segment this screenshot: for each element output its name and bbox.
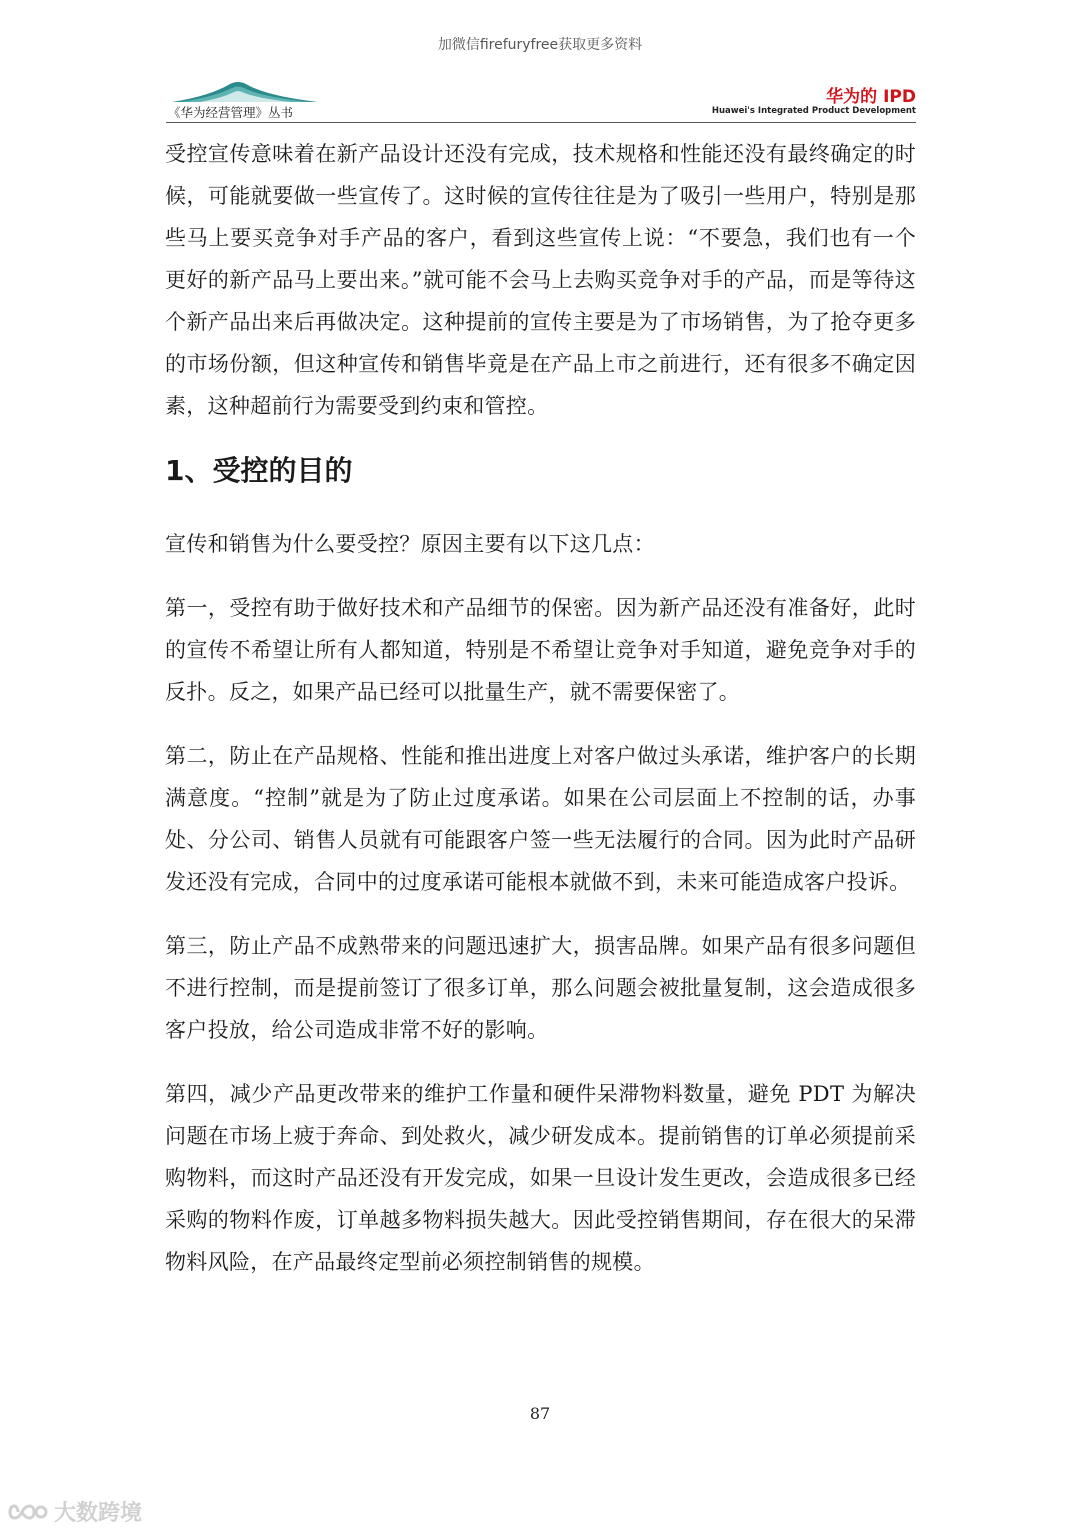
series-title: 《华为经营管理》丛书 [168, 105, 294, 120]
page-body [165, 133, 916, 1305]
infinity-logo-icon [8, 1500, 48, 1524]
brand-title: 华为的 IPD [826, 87, 916, 107]
bottom-watermark-logo [8, 1496, 142, 1527]
brand-block [712, 88, 916, 117]
header-divider [166, 122, 916, 123]
paragraph-second-reason: 第二，防止在产品规格、性能和推出进度上对客户做过头承诺，维护客户的长期满意度。“控制”就是为了防止过度承诺。如果在公司层面上不控制的话，办事处、分公司、销售人员就有可能跟客户签一些无法履行的合同。因为此时产品研发还没有完成，合同中的过度承诺可能根本就做不到，未来可能造成客户投诉。 [165, 744, 916, 894]
page-number: 87 [529, 1404, 551, 1423]
top-watermark: 加微信firefuryfree获取更多资料 [437, 37, 643, 53]
paragraph-third-reason: 第三，防止产品不成熟带来的问题迅速扩大，损害品牌。如果产品有很多问题但不进行控制，而是提前签订了很多订单，那么问题会被批量复制，这会造成很多客户投放，给公司造成非常不好的影响。 [165, 934, 916, 1042]
paragraph-fourth-reason: 第四，减少产品更改带来的维护工作量和硬件呆滞物料数量，避免 PDT 为解决问题在市场上疲于奔命、到处救火，减少研发成本。提前销售的订单必须提前采购物料，而这时产品还没有开发完成，如果一旦设计发生更改，会造成很多已经采购的物料作废，订单越多物料损失越大。因此受控销售期间，存在很大的呆滞物料风险，在产品最终定型前必须控制销售的规模。 [165, 1082, 916, 1274]
bottom-watermark-text: 大数跨境 [54, 1501, 143, 1526]
paragraph-first-reason: 第一，受控有助于做好技术和产品细节的保密。因为新产品还没有准备好，此时的宣传不希望让所有人都知道，特别是不希望让竞争对手知道，避免竞争对手的反扑。反之，如果产品已经可以批量生产，就不需要保密了。 [165, 596, 916, 704]
intro-paragraph: 受控宣传意味着在新产品设计还没有完成，技术规格和性能还没有最终确定的时候，可能就要做一些宣传了。这时候的宣传往往是为了吸引一些用户，特别是那些马上要买竞争对手产品的客户，看到这些宣传上说：“不要急，我们也有一个更好的新产品马上要出来。”就可能不会马上去购买竞争对手的产品，而是等待这个新产品出来后再做决定。这种提前的宣传主要是为了市场销售，为了抢夺更多的市场份额，但这种宣传和销售毕竟是在产品上市之前进行，还有很多不确定因素，这种超前行为需要受到约束和管控。 [165, 142, 916, 418]
paragraph-reasons-intro: 宣传和销售为什么要受控？原因主要有以下这几点： [165, 532, 655, 556]
mountain-logo-icon [170, 78, 320, 104]
section-heading: 1、受控的目的 [165, 454, 353, 487]
brand-subtitle: Huawei's Integrated Product Development [711, 106, 916, 116]
